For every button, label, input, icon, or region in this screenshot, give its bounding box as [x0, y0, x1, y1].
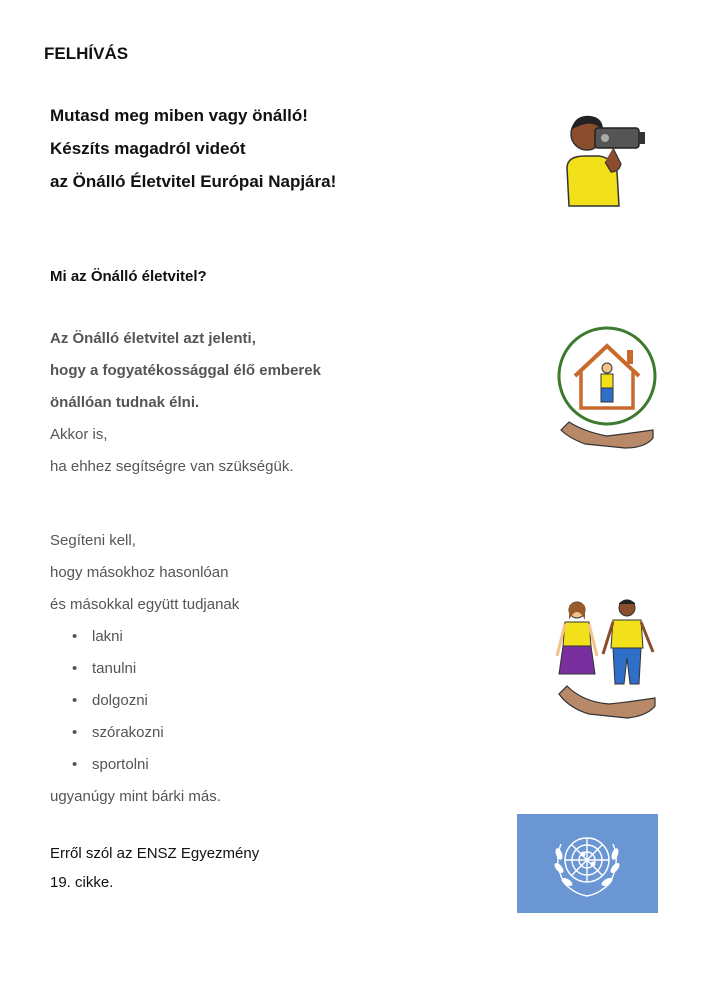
footer-line-1: Erről szól az ENSZ Egyezmény	[50, 845, 260, 862]
list-item: • dolgozni	[72, 692, 148, 709]
closing-line: ugyanúgy mint bárki más.	[50, 788, 221, 805]
definition-line-5: ha ehhez segítségre van szükségük.	[50, 458, 294, 475]
list-item: • sportolni	[72, 756, 149, 773]
list-item: • lakni	[72, 628, 123, 645]
section-question: Mi az Önálló életvitel?	[50, 268, 207, 285]
definition-line-1: Az Önálló életvitel azt jelenti,	[50, 330, 256, 347]
intro-line-1: Mutasd meg miben vagy önálló!	[50, 106, 308, 125]
support-line-2: hogy másokhoz hasonlóan	[50, 564, 229, 581]
intro-line-2: Készíts magadról videót	[50, 139, 246, 158]
support-line-1: Segíteni kell,	[50, 532, 136, 549]
intro-line-3: az Önálló Életvitel Európai Napjára!	[50, 172, 337, 191]
house-hand-icon	[555, 326, 661, 462]
list-item: • szórakozni	[72, 724, 164, 741]
un-emblem-icon	[517, 814, 658, 913]
footer-line-2: 19. cikke.	[50, 874, 114, 891]
definition-line-3: önállóan tudnak élni.	[50, 394, 200, 411]
definition-line-4: Akkor is,	[50, 426, 108, 443]
support-line-3: és másokkal együtt tudjanak	[50, 596, 240, 613]
list-item: • tanulni	[72, 660, 137, 677]
page-title: FELHÍVÁS	[44, 44, 129, 63]
definition-line-2: hogy a fogyatékossággal élő emberek	[50, 362, 321, 379]
people-hand-icon	[555, 598, 661, 724]
camera-person-icon	[555, 106, 647, 210]
